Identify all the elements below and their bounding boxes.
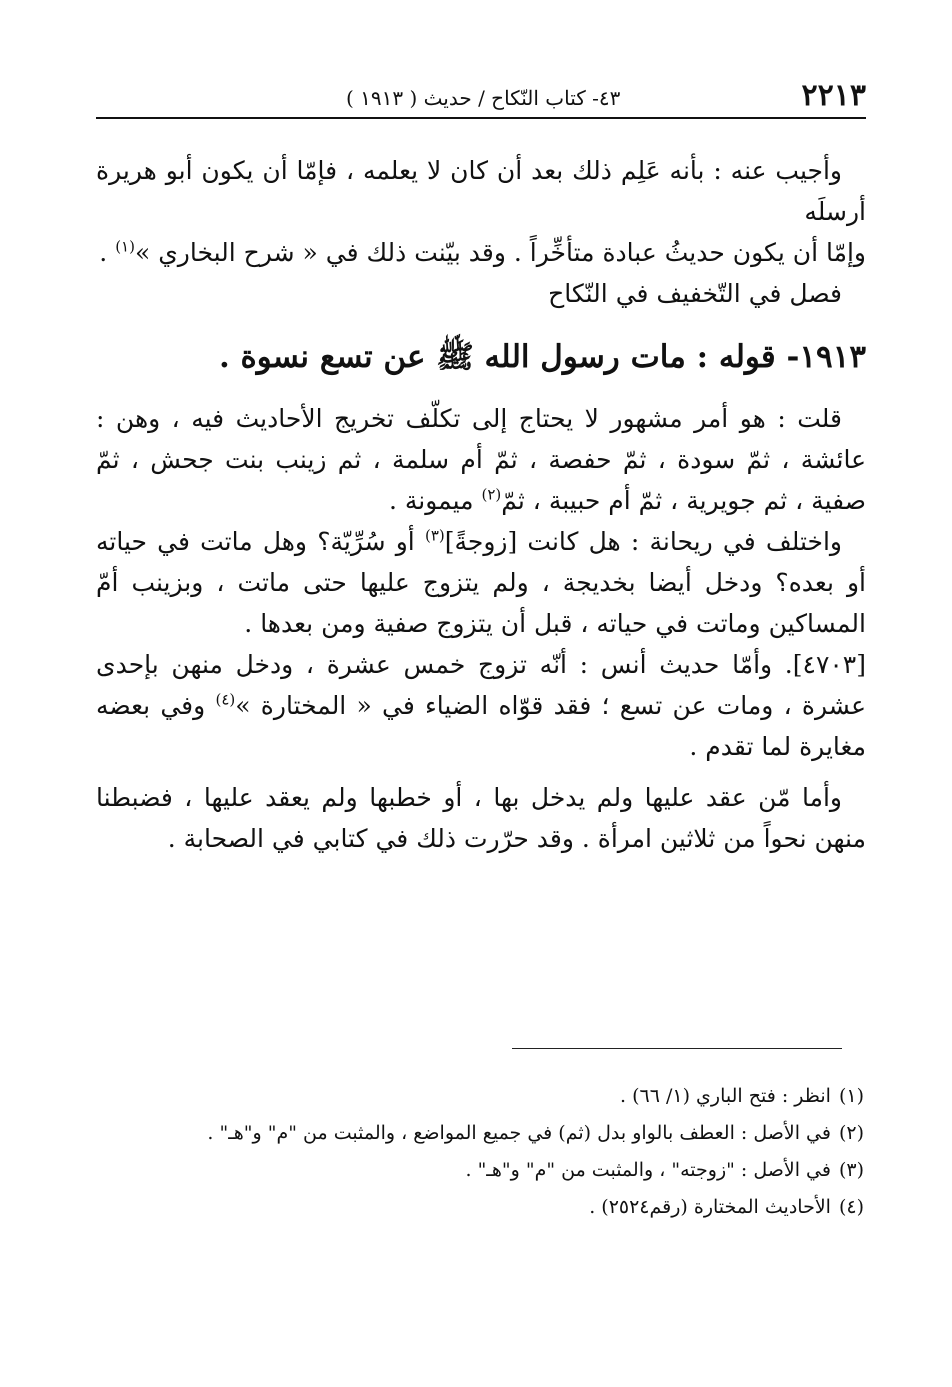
page-header xyxy=(96,76,866,116)
footnote-ref-3[interactable]: (٣) xyxy=(424,526,445,545)
anas-text-b: وفي بعضه مغايرة لما تقدم . xyxy=(96,691,866,761)
wives-text: قلت : هو أمر مشهور لا يحتاج إلى تكلّف تخريج الأحاديث فيه ، وهن : عائشة ، ثمّ سودة ، ثمّ حفصة ، ثمّ أم سلمة ، ثم زينب بنت جحش ، ثمّ صفية ، ثم جويرية ، ثمّ أم حبيبة ، ثمّ xyxy=(96,404,866,515)
footnote-3 xyxy=(94,1152,864,1189)
footnote-ref-4[interactable]: (٤) xyxy=(215,690,236,709)
anas-text-a: [٤٧٠٣]. وأمّا حديث أنس : أنّه تزوج خمس عشرة ، ودخل منهن بإحدى عشرة ، ومات عن تسع ؛ فقد قوّاه الضياء في « المختارة » xyxy=(96,650,867,720)
footnote-number: (٣) xyxy=(838,1159,864,1181)
footnote-1 xyxy=(94,1078,864,1115)
footnote-4 xyxy=(94,1189,864,1226)
paragraph-contracts: وأما مّن عقد عليها ولم يدخل بها ، أو خطبها ولم يعقد عليها ، فضبطنا منهن نحواً من ثلاثين امرأة . وقد حرّرت ذلك في كتابي في الصحابة . xyxy=(96,783,866,853)
footnote-number: (٤) xyxy=(838,1196,864,1218)
rayhana-text-b: أو سُرِّيّة؟ وهل ماتت في حياته أو بعده؟ ودخل أيضا بخديجة ، ولم يتزوج عليها حتى ماتت ، وبزينب أمّ المساكين وماتت في حياته ، قبل أن يتزوج صفية ومن بعدها . xyxy=(96,527,866,638)
footnote-text: في الأصل : "زوجته" ، والمثبت من "م" و"هـ" . xyxy=(465,1159,831,1181)
footnote-text: انظر : فتح الباري (١/ ٦٦) . xyxy=(620,1085,831,1107)
paragraph-wives xyxy=(96,398,866,521)
paragraph-anas xyxy=(96,644,866,767)
footnotes xyxy=(94,1078,864,1226)
footnote-number: (٢) xyxy=(838,1122,864,1144)
answer-line-1: وأجيب عنه : بأنه عَلِم ذلك بعد أن كان لا يعلمه ، فإمّا أن يكون أبو هريرة أرسلَه xyxy=(96,156,866,226)
footnote-ref-1[interactable]: (١) xyxy=(115,237,135,256)
paragraph-rayhana xyxy=(96,521,866,644)
footnote-rule xyxy=(512,1048,842,1049)
section-title: فصل في التّخفيف في النّكاح xyxy=(548,279,842,308)
header-rule xyxy=(96,117,866,119)
page-number: ٢٢١٣ xyxy=(801,78,866,113)
answer-line-2-end: . xyxy=(99,238,116,267)
footnote-number: (١) xyxy=(838,1085,864,1107)
spacer xyxy=(96,767,866,777)
hadith-heading: ١٩١٣- قوله : مات رسول الله ﷺ عن تسع نسوة . xyxy=(218,339,866,375)
answer-line-2: وإمّا أن يكون حديثُ عبادة متأخِّراً . وقد بيّنت ذلك في « شرح البخاري » xyxy=(134,238,866,267)
main-text xyxy=(96,150,866,859)
rayhana-text-a: واختلف في ريحانة : هل كانت [زوجةً] xyxy=(444,527,842,556)
footnote-2 xyxy=(94,1115,864,1152)
wives-text-end: ميمونة . xyxy=(388,486,482,515)
footnote-text: الأحاديث المختارة (رقم٢٥٢٤) . xyxy=(589,1196,831,1218)
paragraph-answer xyxy=(96,150,866,273)
footnote-text: في الأصل : العطف بالواو بدل (ثم) في جميع المواضع ، والمثبت من "م" و"هـ" . xyxy=(207,1122,831,1144)
running-title: ٤٣- كتاب النّكاح / حديث ( ١٩١٣ ) xyxy=(346,86,621,110)
footnote-ref-2[interactable]: (٢) xyxy=(481,485,502,504)
